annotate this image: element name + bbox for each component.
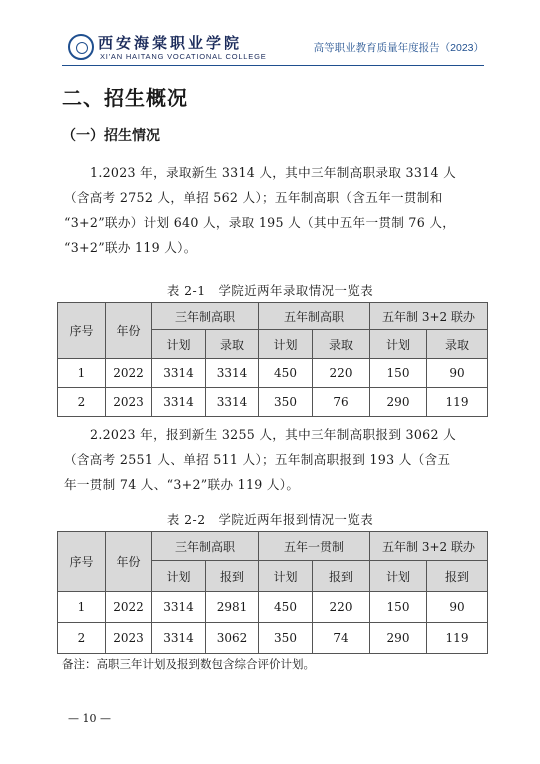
header-group: 五年制 3+2 联办 xyxy=(370,303,488,330)
table-cell: 350 xyxy=(259,623,313,654)
paragraph-line: 1.2023 年，录取新生 3314 人，其中三年制高职录取 3314 人 xyxy=(90,165,456,180)
school-name-cn: 西安海棠职业学院 xyxy=(98,34,243,52)
enrollment-table xyxy=(57,531,488,654)
table-cell: 2 xyxy=(58,623,106,654)
table-cell: 220 xyxy=(313,359,370,388)
subsection-title: （一）招生情况 xyxy=(62,128,160,144)
header-sub: 录取 xyxy=(313,330,370,359)
header-seq: 序号 xyxy=(58,532,106,592)
table-cell: 2022 xyxy=(106,592,152,623)
table-note: 备注：高职三年计划及报到数包含综合评价计划。 xyxy=(62,657,315,671)
table-cell: 350 xyxy=(259,388,313,417)
table-row xyxy=(58,592,488,623)
header-year: 年份 xyxy=(106,532,152,592)
table-cell: 3314 xyxy=(206,388,259,417)
paragraph-line: “3+2”联办）计划 640 人，录取 195 人（其中五年一贯制 76 人， xyxy=(64,215,456,230)
header-sub: 计划 xyxy=(370,330,427,359)
admission-table xyxy=(57,302,488,417)
header-sub: 计划 xyxy=(259,561,313,592)
report-title: 高等职业教育质量年度报告（2023） xyxy=(313,42,484,54)
header-sub: 报到 xyxy=(206,561,259,592)
school-name-en: XI'AN HAITANG VOCATIONAL COLLEGE xyxy=(100,52,267,61)
paragraph-admission xyxy=(64,160,486,260)
paragraph-enrollment xyxy=(64,422,486,497)
table-cell: 290 xyxy=(370,388,427,417)
header-group: 三年制高职 xyxy=(152,303,259,330)
page-header xyxy=(62,30,484,64)
table-cell: 290 xyxy=(370,623,427,654)
table-row xyxy=(58,359,488,388)
header-sub: 计划 xyxy=(370,561,427,592)
page-number: — 10 — xyxy=(68,712,111,725)
table-cell: 2981 xyxy=(206,592,259,623)
table-row xyxy=(58,623,488,654)
header-group: 五年制 3+2 联办 xyxy=(370,532,488,561)
table-cell: 119 xyxy=(427,623,488,654)
header-sub: 报到 xyxy=(313,561,370,592)
table-caption: 表 2-1 学院近两年录取情况一览表 xyxy=(166,283,374,298)
section-title: 二、招生概况 xyxy=(62,86,188,110)
table-cell: 76 xyxy=(313,388,370,417)
table-cell: 90 xyxy=(427,592,488,623)
paragraph-line: （含高考 2551 人、单招 511 人）；五年制高职报到 193 人（含五 xyxy=(64,452,451,467)
header-group: 三年制高职 xyxy=(152,532,259,561)
paragraph-line: （含高考 2752 人，单招 562 人）；五年制高职（含五年一贯制和 xyxy=(64,190,443,205)
header-sub: 录取 xyxy=(427,330,488,359)
table-cell: 450 xyxy=(259,592,313,623)
header-sub: 报到 xyxy=(427,561,488,592)
header-seq: 序号 xyxy=(58,303,106,359)
table-cell: 90 xyxy=(427,359,488,388)
table-cell: 119 xyxy=(427,388,488,417)
table-cell: 1 xyxy=(58,592,106,623)
table-cell: 74 xyxy=(313,623,370,654)
table-cell: 3314 xyxy=(152,388,206,417)
table-cell: 220 xyxy=(313,592,370,623)
table-cell: 150 xyxy=(370,359,427,388)
header-divider xyxy=(62,65,484,66)
table-cell: 3314 xyxy=(152,623,206,654)
paragraph-line: 年一贯制 74 人、“3+2”联办 119 人）。 xyxy=(64,477,300,492)
header-group: 五年一贯制 xyxy=(259,532,370,561)
table-cell: 2 xyxy=(58,388,106,417)
header-sub: 计划 xyxy=(259,330,313,359)
table-cell: 3062 xyxy=(206,623,259,654)
table-cell: 450 xyxy=(259,359,313,388)
header-sub: 计划 xyxy=(152,330,206,359)
table-cell: 3314 xyxy=(152,359,206,388)
table-caption: 表 2-2 学院近两年报到情况一览表 xyxy=(166,512,374,527)
header-group: 五年制高职 xyxy=(259,303,370,330)
header-sub: 录取 xyxy=(206,330,259,359)
college-logo-icon xyxy=(68,34,94,60)
table-cell: 150 xyxy=(370,592,427,623)
table-cell: 2023 xyxy=(106,388,152,417)
paragraph-line: “3+2”联办 119 人）。 xyxy=(64,240,197,255)
table-cell: 2023 xyxy=(106,623,152,654)
table-cell: 3314 xyxy=(152,592,206,623)
table-cell: 2022 xyxy=(106,359,152,388)
table-cell: 3314 xyxy=(206,359,259,388)
table-cell: 1 xyxy=(58,359,106,388)
header-sub: 计划 xyxy=(152,561,206,592)
header-year: 年份 xyxy=(106,303,152,359)
paragraph-line: 2.2023 年，报到新生 3255 人，其中三年制高职报到 3062 人 xyxy=(90,427,456,442)
table-row xyxy=(58,388,488,417)
